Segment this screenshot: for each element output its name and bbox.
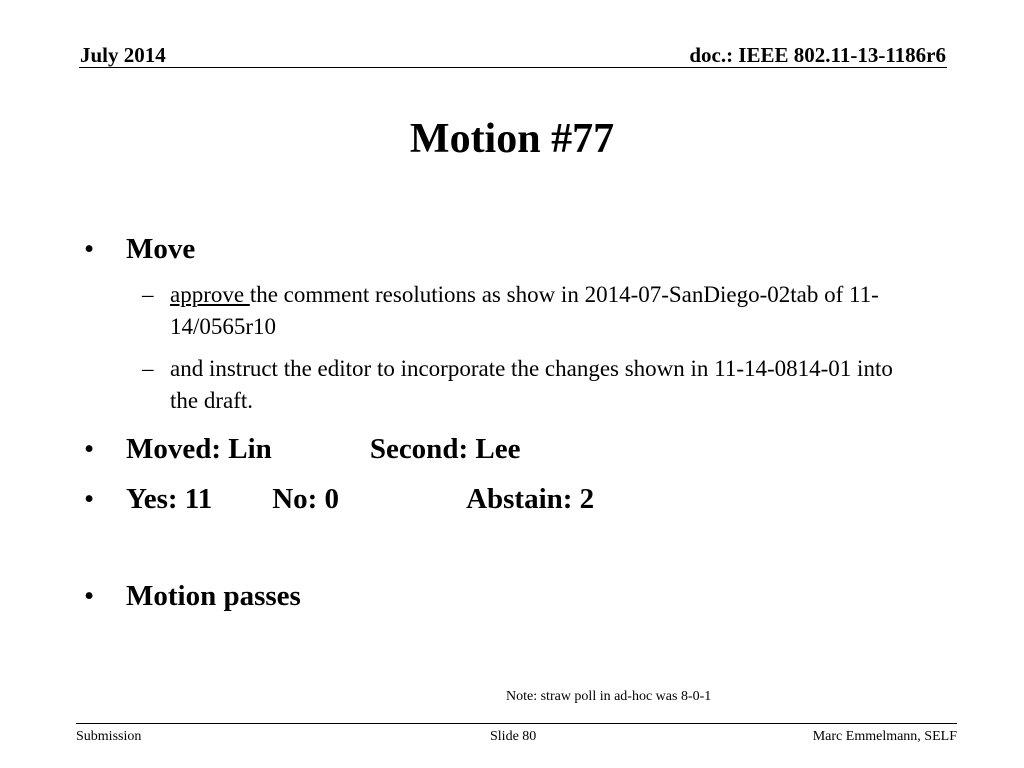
bullet-glyph: •: [84, 580, 95, 612]
header-rule: [79, 67, 947, 68]
sub-bullet-approve: [142, 279, 922, 343]
footer-rule: [76, 723, 957, 724]
dash-glyph: –: [142, 282, 154, 307]
bullet-move-label: Move: [126, 233, 196, 265]
footer-submission: Submission: [76, 729, 142, 744]
header-date: July 2014: [80, 43, 166, 67]
bullet-vote-count: [84, 481, 594, 517]
dash-glyph: –: [142, 356, 154, 381]
straw-poll-note: Note: straw poll in ad-hoc was 8-0-1: [506, 689, 712, 704]
bullet-moved-second: [84, 431, 520, 467]
sub-bullet-instruct-text: and instruct the editor to incorporate the changes shown in 11-14-0814-01 into the draft.: [170, 356, 893, 413]
motion-result: Motion passes: [126, 580, 301, 612]
slide-title: Motion #77: [409, 116, 615, 162]
bullet-glyph: •: [84, 233, 95, 265]
sub-bullet-approve-text: [170, 279, 922, 343]
vote-yes: Yes: 11: [126, 483, 213, 515]
bullet-glyph: •: [84, 433, 95, 465]
header-doc-id: doc.: IEEE 802.11-13-1186r6: [689, 43, 946, 67]
vote-abstain: Abstain: 2: [466, 483, 595, 515]
bullet-move: [84, 231, 195, 267]
seconded-by: Second: Lee: [369, 433, 521, 465]
moved-by: Moved: Lin: [126, 433, 272, 465]
approve-word: approve: [170, 282, 250, 307]
sub-bullet-instruct: [142, 353, 922, 417]
bullet-glyph: •: [84, 483, 95, 515]
approve-rest: the comment resolutions as show in 2014-07-SanDiego-02tab of 11-14/0565r10: [170, 282, 879, 339]
footer-author: Marc Emmelmann, SELF: [812, 729, 957, 744]
footer-slide-number: Slide 80: [490, 729, 537, 744]
bullet-result: [84, 578, 301, 614]
vote-no: No: 0: [272, 483, 340, 515]
